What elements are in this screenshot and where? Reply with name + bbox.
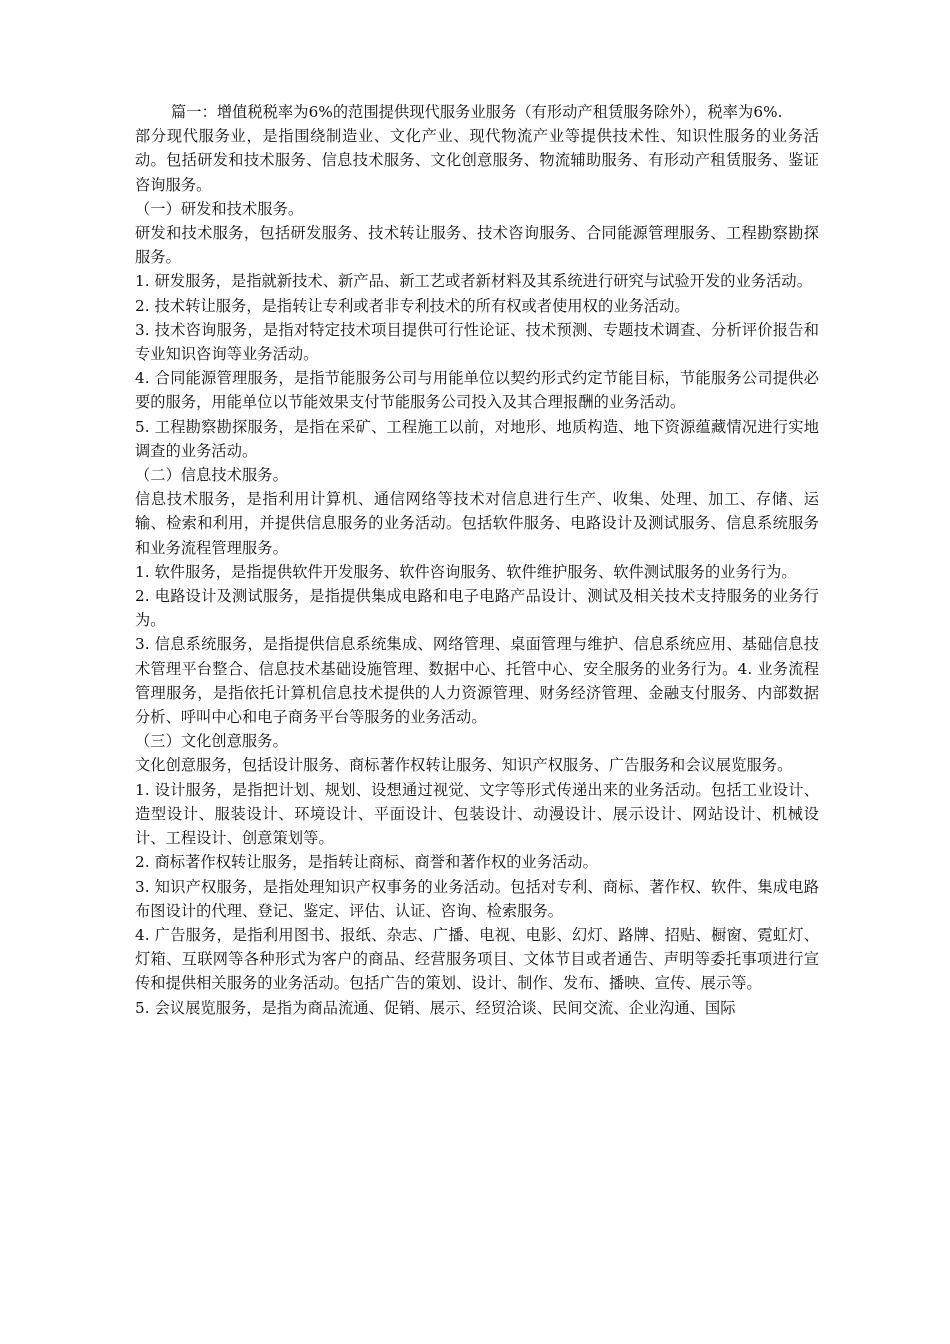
list-item: 3. 技术咨询服务，是指对特定技术项目提供可行性论证、技术预测、专题技术调查、分析评价报告和专业知识咨询等业务活动。: [135, 320, 819, 364]
section-creative-summary: 文化创意服务，包括设计服务、商标著作权转让服务、知识产权服务、广告服务和会议展览服务。: [135, 756, 793, 775]
list-item: 3. 信息系统服务，是指提供信息系统集成、网络管理、桌面管理与维护、信息系统应用、基础信息技术管理平台整合、信息技术基础设施管理、数据中心、托管中心、安全服务的业务行为。4. 业务流程管理服务，是指依托计算机信息技术提供的人力资源管理、财务经济管理、金融支付服务、内部数据分析、呼叫中心和电子商务平台等服务的业务活动。: [135, 635, 819, 727]
list-item: 1. 设计服务，是指把计划、规划、设想通过视觉、文字等形式传递出来的业务活动。包括工业设计、造型设计、服装设计、环境设计、平面设计、包装设计、动漫设计、展示设计、网站设计、机械设计、工程设计、创意策划等。: [135, 780, 819, 848]
section-it-summary: 信息技术服务，是指利用计算机、通信网络等技术对信息进行生产、收集、处理、加工、存储、运输、检索和利用，并提供信息服务的业务活动。包括软件服务、电路设计及测试服务、信息系统服务和业务流程管理服务。: [135, 490, 819, 557]
document-heading-paragraph: 篇一：增值税税率为6%的范围提供现代服务业服务（有形动产租赁服务除外），税率为6%.: [171, 103, 783, 121]
section-heading-creative: （三）文化创意服务。: [135, 732, 288, 751]
section-rd-summary: 研发和技术服务，包括研发服务、技术转让服务、技术咨询服务、合同能源管理服务、工程勘察勘探服务。: [135, 224, 819, 267]
list-item: 5. 会议展览服务，是指为商品流通、促销、展示、经贸洽谈、民间交流、企业沟通、国际: [135, 998, 736, 1017]
list-item: 1. 软件服务，是指提供软件开发服务、软件咨询服务、软件维护服务、软件测试服务的业务行为。: [135, 562, 797, 581]
section-heading-it: （二）信息技术服务。: [135, 466, 288, 485]
section-heading-rd: （一）研发和技术服务。: [135, 199, 304, 218]
list-item: 2. 技术转让服务，是指转让专利或者非专利技术的所有权或者使用权的业务活动。: [135, 296, 690, 315]
list-item: 3. 知识产权服务，是指处理知识产权事务的业务活动。包括对专利、商标、著作权、软件、集成电路布图设计的代理、登记、鉴定、评估、认证、咨询、检索服务。: [135, 877, 819, 920]
list-item: 1. 研发服务，是指就新技术、新产品、新工艺或者新材料及其系统进行研究与试验开发的业务活动。: [135, 272, 812, 291]
list-item: 5. 工程勘察勘探服务，是指在采矿、工程施工以前，对地形、地质构造、地下资源蕴藏情况进行实地调查的业务活动。: [135, 417, 819, 460]
list-item: 4. 合同能源管理服务，是指节能服务公司与用能单位以契约形式约定节能目标，节能服务公司提供必要的服务，用能单位以节能效果支付节能服务公司投入及其合理报酬的业务活动。: [135, 369, 819, 412]
intro-paragraph: 部分现代服务业，是指围绕制造业、文化产业、现代物流产业等提供技术性、知识性服务的业务活动。包括研发和技术服务、信息技术服务、文化创意服务、物流辅助服务、有形动产租赁服务、鉴证咨询服务。: [135, 127, 819, 194]
document-body: [135, 100, 819, 1020]
list-item: 2. 商标著作权转让服务，是指转让商标、商誉和著作权的业务活动。: [135, 853, 598, 872]
list-item: 4. 广告服务，是指利用图书、报纸、杂志、广播、电视、电影、幻灯、路牌、招贴、橱窗、霓虹灯、灯箱、互联网等各种形式为客户的商品、经营服务项目、文体节目或者通告、声明等委托事项进行宣传和提供相关服务的业务活动。包括广告的策划、设计、制作、发布、播映、宣传、展示等。: [135, 925, 819, 993]
list-item: 2. 电路设计及测试服务，是指提供集成电路和电子电路产品设计、测试及相关技术支持服务的业务行为。: [135, 587, 819, 630]
